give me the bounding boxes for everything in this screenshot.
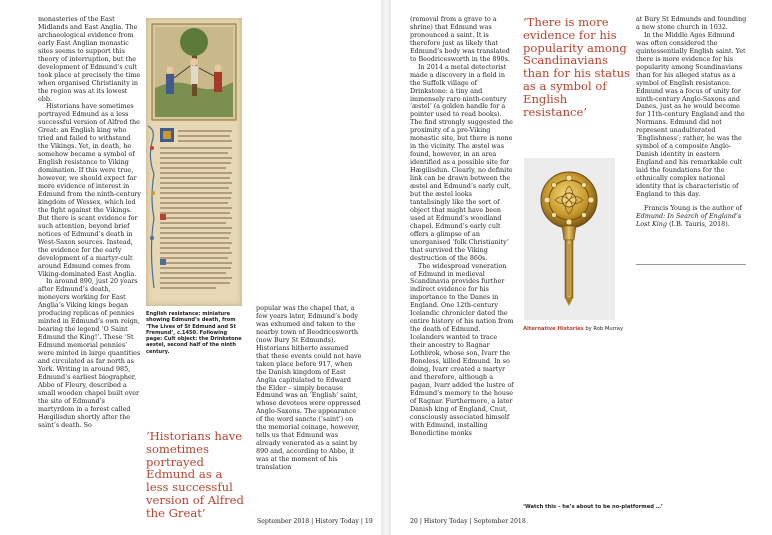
right-column-1 xyxy=(410,16,514,513)
pull-quote: ‘There is more evidence for his popularity among Scandinavians than for his status as a symbol of English resistance’ xyxy=(523,15,631,119)
alternative-histories-label xyxy=(523,326,633,332)
page-gutter xyxy=(381,0,391,535)
caption-text: Following page: Cult object: the Drinkstone aestel, second half of the ninth century. xyxy=(146,329,242,355)
cartoon-caption: ‘Watch this – he’s about to be no-platformed …’ xyxy=(523,504,663,510)
paragraph: at Bury St Edmunds and founding a new stone church in 1032. xyxy=(636,16,747,31)
bio-divider xyxy=(636,264,746,265)
manuscript-miniature-image xyxy=(146,18,242,306)
paragraph: Historians have sometimes portrayed Edmund as a less successful version of Alfred the Great: an English king who tried and failed to withstand the Vikings. Yet, in death, he somehow became a symbol of English resistance to Viking domination. If this were true, however, we should expect far more evidence of interest in Edmund from the ninth-century kingdom of Wessex, which led the fight against the Vikings. But there is scant evidence for such attention, beyond brief notices of Edmund’s death in West-Saxon sources. Instead, the evidence for the early development of a martyr-cult around Edmund comes from Viking-dominated East Anglia. xyxy=(38,102,141,278)
paragraph: In 2014 a metal detectorist made a discovery in a field in the Suffolk village of Drinkstone: a tiny and immensely rare ninth-century ‘æstel’ (a golden handle for a pointer used to read books). The find strongly suggested the proximity of a pre-Viking monastic site, but there is none in the vicinity. The æstel was found, however, in an area identified as a possible site for Hægilisdun. Clearly, no definite link can be drawn between the æstel and Edmund’s early cult, but the æstel looks tantalisingly like the sort of object that might have been used at Edmund’s woodland chapel. Edmund’s early cult offers a glimpse of an unorganised ‘folk Christianity’ that survived the Viking destruction of the 860s. xyxy=(410,62,513,262)
page-folio: 20 | History Today | September 2018 xyxy=(410,518,526,525)
book-title: Edmund: In Search of England’s Lost King xyxy=(636,211,742,228)
drinkstone-aestel-image xyxy=(524,158,615,320)
bio-text: Francis Young is the author of xyxy=(644,203,742,212)
paragraph: The widespread veneration of Edmund in medieval Scandinavia provides further indirect evidence for his importance to the Danes in England. One 12th-century Icelandic chronicler dated the entire history of his nation from the death of Edmund. Icelanders wanted to trace their ancestry to Ragnar Lothbrok, whose son, Ivarr the Boneless, killed Edmund. In so doing, Ivarr created a martyr and therefore, although a pagan, Ivarr added the lustre of Edmund’s memory to the house of Ragnar. Furthermore, a later Danish king of England, Cnut, consciously associated himself with Edmund, installing Benedictine monks xyxy=(410,261,514,437)
paragraph: popular was the chapel that, a few years later, Edmund’s body was exhumed and taken to the nearby town of Beodricesworth (now Bury St Edmunds). Historians hitherto assumed that these events could not have taken place before 917, when the Danish kingdom of East Anglia capitulated to Edward the Elder – simply because Edmund was an ‘English’ saint, whose devotees were oppressed Anglo-Saxons. The appearance of the word sancte (‘saint’) on the memorial coinage, however, tells us that Edmund was already venerated as a saint by 890 and, according to Abbo, it was at the moment of his translation xyxy=(256,305,362,472)
section-label: Alternative Histories xyxy=(523,326,584,332)
paragraph: (removal from a grave to a shrine) that Edmund was pronounced a saint. It is therefore just as likely that Edmund’s body was translated to Beodricesworth in the 890s. xyxy=(410,16,510,63)
paragraph: In the Middle Ages Edmund was often considered the quintessentially English saint. Yet there is more evidence for his popularity among Scandinavians than for his alleged status as a symbol of English resistance. Edmund was a focus of unity for ninth-century Anglo-Saxons and Danes, just as he would become for 11th-century England and the Normans. Edmund did not represent unadulterated ‘Englishness’; rather, he was the symbol of a composite Anglo-Danish identity in eastern England and his remarkable cult laid the foundations for the ethnically complex national identity that is characteristic of England to this day. xyxy=(636,30,746,198)
byline: by Rob Murray xyxy=(583,326,624,332)
left-column-2 xyxy=(256,305,362,513)
paragraph: In around 890, just 20 years after Edmund’s death, moneyers working for East Anglia’s Viking kings began producing replicas of pennies minted in Edmund’s own reign, bearing the legend ‘O Saint Edmund the King!’. These ‘St Edmund memorial pennies’ were minted in large quantities and circulated as far north as York. Writing in around 985, Edmund’s earliest biographer, Abbo of Fleury, described a small wooden chapel built over the site of Edmund’s martyrdom in a forest called Hægilisdun shortly after the saint’s death. So xyxy=(38,277,141,429)
author-bio xyxy=(636,205,748,229)
bio-text: (I.B. Tauris, 2018). xyxy=(667,219,730,228)
pull-quote: ‘Historians have sometimes portrayed Edmund as a less successful version of Alfred the Great’ xyxy=(146,429,244,520)
manuscript-illustration xyxy=(146,18,242,306)
left-column-1 xyxy=(38,16,141,513)
right-column-3 xyxy=(636,16,748,316)
image-caption xyxy=(146,311,242,355)
page-folio: September 2018 | History Today | 19 xyxy=(257,518,373,525)
caption-text: English resistance: miniature showing Edmund’s death, from ‘The Lives of St Edmund and St Fremund’, c.1450. xyxy=(146,311,236,336)
aestel-illustration xyxy=(524,158,615,320)
paragraph: monasteries of the East Midlands and East Anglia. The archaeological evidence from early East Anglian monastic sites seems to support this theory of interruption, but the development of Edmund’s cult took place at precisely the time when organised Christianity in the region was at its lowest ebb. xyxy=(38,16,141,103)
